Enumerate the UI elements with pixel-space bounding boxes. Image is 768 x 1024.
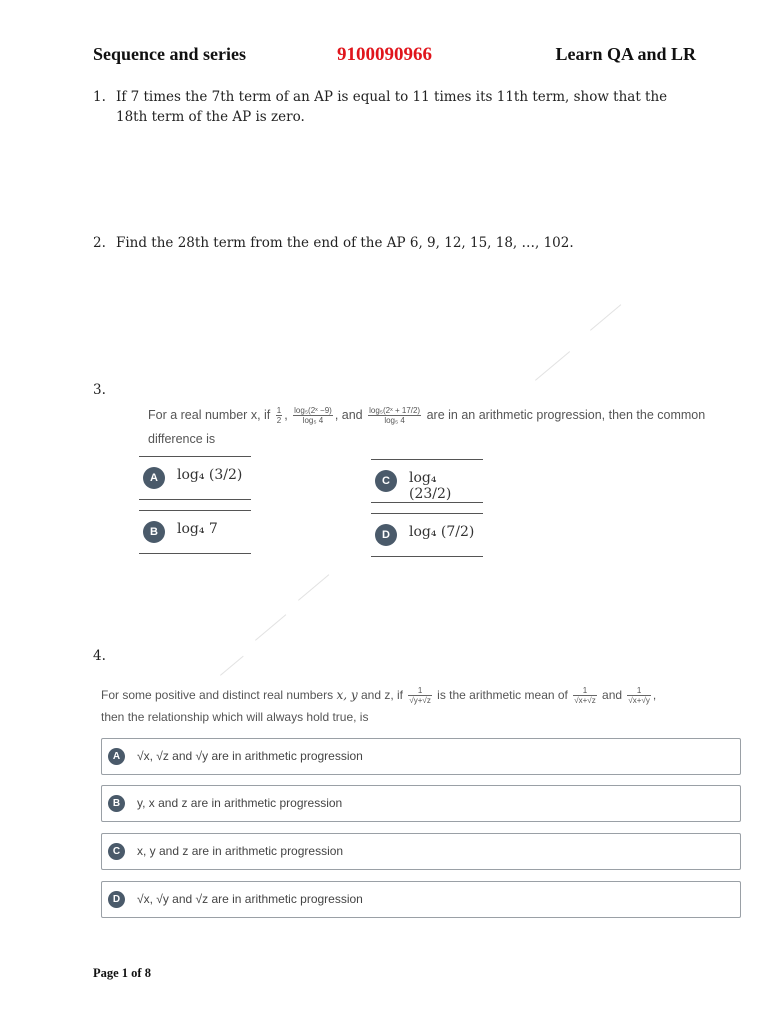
question-number: 1. bbox=[93, 89, 106, 105]
stem-text: , and bbox=[334, 408, 363, 422]
document-title: Sequence and series bbox=[93, 44, 246, 64]
option-text: √x, √y and √z are in arithmetic progression bbox=[137, 892, 363, 906]
fraction: $\frac{1}{√x+√y}$ bbox=[628, 686, 650, 706]
option-a[interactable] bbox=[139, 456, 251, 500]
fraction: $\frac{1}{2}$ bbox=[276, 406, 282, 426]
brand-tagline: Learn QA and LR bbox=[555, 44, 696, 64]
fraction: $\frac{1}{√x+√z}$ bbox=[574, 686, 596, 706]
option-a[interactable] bbox=[101, 738, 741, 775]
watermark-stroke bbox=[590, 304, 621, 330]
option-text: y, x and z are in arithmetic progression bbox=[137, 796, 343, 810]
phone-number: 9100090966 bbox=[337, 44, 432, 65]
option-c[interactable] bbox=[101, 833, 741, 870]
option-c[interactable] bbox=[371, 459, 483, 503]
watermark-stroke bbox=[220, 656, 244, 676]
question-text-line: Find the 28th term from the end of the AP 6, 9, 12, 15, 18, …, 102. bbox=[116, 235, 574, 251]
stem-text: For some positive and distinct real numbers bbox=[101, 688, 334, 702]
watermark-stroke bbox=[535, 351, 570, 381]
option-letter-badge: A bbox=[143, 467, 165, 489]
question-text-line: 18th term of the AP is zero. bbox=[116, 109, 305, 125]
option-d[interactable] bbox=[101, 881, 741, 918]
option-letter-badge: C bbox=[375, 470, 397, 492]
question-number: 3. bbox=[93, 382, 106, 398]
stem-text: and bbox=[602, 688, 623, 702]
question-text-line: If 7 times the 7th term of an AP is equal to 11 times its 11th term, show that the bbox=[116, 89, 668, 105]
option-letter-badge: C bbox=[108, 843, 125, 860]
option-letter-badge: D bbox=[108, 891, 125, 908]
stem-text: For a real number x, if bbox=[148, 408, 271, 422]
option-text: log₄ 7 bbox=[177, 521, 218, 537]
option-letter-badge: A bbox=[108, 748, 125, 765]
option-letter-badge: D bbox=[375, 524, 397, 546]
watermark-stroke bbox=[298, 574, 329, 600]
option-text: log₄ (7/2) bbox=[409, 524, 475, 540]
option-text: log₄ (23/2) bbox=[409, 470, 452, 502]
fraction: $\frac{1}{√y+√z}$ bbox=[409, 686, 431, 706]
option-letter-badge: B bbox=[143, 521, 165, 543]
fraction: $\frac{\text{log₅(2ˣ + 17/2)}}{\text{log₅ 4}}$ bbox=[369, 406, 421, 426]
question-number: 2. bbox=[93, 235, 106, 251]
watermark-stroke bbox=[255, 614, 286, 640]
option-b[interactable] bbox=[101, 785, 741, 822]
question-3-stem: For a real number x, if $\frac{1}{2}$ , $\frac{\text{log₅(2ˣ −9)}}{\text{log₅ 4}}$ , and $\frac{\text{log₅(2ˣ + 17/2)}}{\text{log₅ 4}}$ are in an arithmetic progression, then the common bbox=[148, 406, 706, 426]
stem-text: , bbox=[652, 688, 657, 702]
math-variables: x, y bbox=[336, 688, 358, 702]
option-letter-badge: B bbox=[108, 795, 125, 812]
stem-text: difference is bbox=[148, 432, 216, 446]
option-text: √x, √z and √y are in arithmetic progression bbox=[137, 749, 363, 763]
stem-text: and z, if bbox=[360, 688, 404, 702]
page-header bbox=[93, 44, 696, 74]
stem-text: is the arithmetic mean of bbox=[437, 688, 568, 702]
page-number: Page 1 of 8 bbox=[93, 966, 151, 980]
stem-text: then the relationship which will always hold true, is bbox=[101, 710, 369, 724]
stem-text: are in an arithmetic progression, then the common bbox=[426, 408, 706, 422]
question-number: 4. bbox=[93, 648, 106, 664]
option-text: log₄ (3/2) bbox=[177, 467, 243, 483]
option-b[interactable] bbox=[139, 510, 251, 554]
option-text: x, y and z are in arithmetic progression bbox=[137, 844, 344, 858]
option-d[interactable] bbox=[371, 513, 483, 557]
fraction: $\frac{\text{log₅(2ˣ −9)}}{\text{log₅ 4}}$ bbox=[294, 406, 332, 426]
question-4-stem bbox=[101, 684, 741, 706]
